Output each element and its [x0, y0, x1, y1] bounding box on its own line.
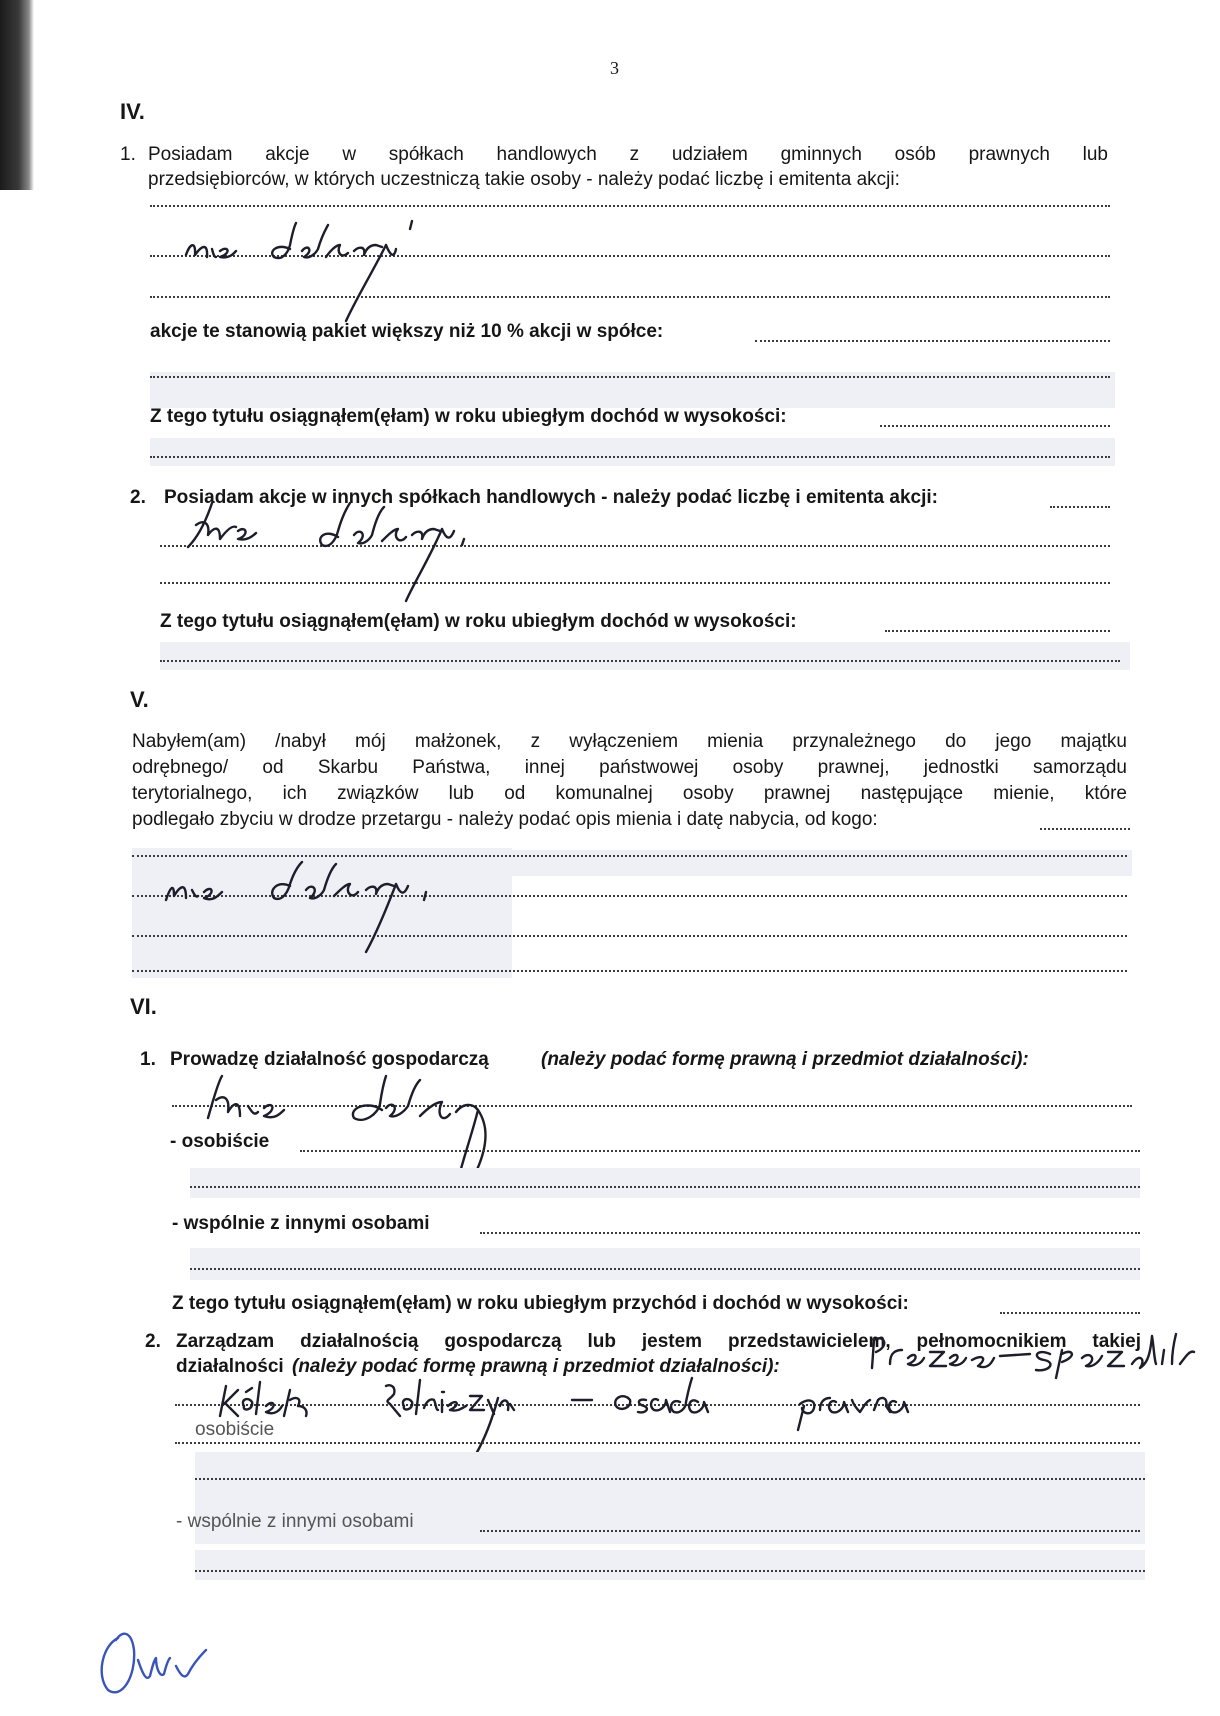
answer-line: [300, 1150, 1140, 1152]
section-v-line3: terytorialnego, ich związków lub od komunalnej osoby prawnej następujące mienie, które: [132, 783, 1127, 804]
answer-line: [1040, 828, 1130, 830]
section-vi-item2-line2-italic: (należy podać formę prawną i przedmiot działalności):: [292, 1356, 780, 1377]
section-vi-item1-income-label: Z tego tytułu osiągnąłem(ęłam) w roku ubiegłym przychód i dochód w wysokości:: [172, 1293, 909, 1314]
field-band: [512, 850, 1132, 876]
section-iv-item1-number: 1.: [120, 144, 136, 165]
handwriting-nie-dotyczy-3: [140, 850, 460, 955]
section-vi-item2-jointly: - wspólnie z innymi osobami: [176, 1511, 414, 1532]
answer-line: [175, 1442, 1140, 1444]
section-iv-item1-line1: Posiadam akcje w spółkach handlowych z udziałem gminnych osób prawnych lub: [148, 144, 1108, 165]
section-iv-item2-label: Posiadam akcje w innych spółkach handlowych - należy podać liczbę i emitenta akcji:: [164, 487, 938, 508]
section-vi-item2-number: 2.: [145, 1331, 161, 1352]
answer-line: [885, 630, 1110, 632]
section-v-line2: odrębnego/ od Skarbu Państwa, innej państwowej osoby prawnej, jednostki samorządu: [132, 757, 1127, 778]
section-vi-heading: VI.: [130, 994, 157, 1019]
answer-line: [755, 340, 1110, 342]
handwriting-nie-dotyczy-1: [150, 215, 440, 325]
answer-line: [190, 1186, 1140, 1188]
handwriting-nie-dotyczy-2: [160, 495, 510, 605]
section-vi-item1-jointly: - wspólnie z innymi osobami: [172, 1213, 430, 1234]
section-iv-item1-line2: przedsiębiorców, w których uczestniczą takie osoby - należy podać liczbę i emitenta akcji:: [148, 169, 900, 190]
signature-initials: [80, 1610, 240, 1700]
section-vi-item1-number: 1.: [140, 1049, 156, 1070]
section-iv-stake-label: akcje te stanowią pakiet większy niż 10 % akcji w spółce:: [150, 321, 664, 342]
answer-line: [1000, 1312, 1140, 1314]
field-band: [190, 1168, 1140, 1198]
answer-line: [480, 1530, 1140, 1532]
section-iv-item2-number: 2.: [130, 487, 146, 508]
page-number: 3: [610, 58, 619, 78]
answer-line: [480, 1232, 1140, 1234]
answer-line: [880, 425, 1110, 427]
answer-line: [1050, 506, 1110, 508]
answer-line: [132, 970, 1127, 972]
answer-line: [195, 1478, 1145, 1480]
field-band: [195, 1550, 1145, 1580]
field-band: [190, 1248, 1140, 1280]
section-vi-item1-label-italic: (należy podać formę prawną i przedmiot działalności):: [541, 1049, 1029, 1070]
section-vi-item2-line1: Zarządzam działalnością gospodarczą lub jestem przedstawicielem, pełnomocnikiem takiej: [176, 1331, 1141, 1352]
answer-line: [195, 1570, 1145, 1572]
section-vi-item1-label: Prowadzę działalność gospodarczą: [170, 1049, 489, 1070]
section-vi-item1-personally: - osobiście: [170, 1131, 270, 1152]
section-vi-item2-personally: osobiście: [195, 1419, 275, 1440]
section-iv-item2-income-label: Z tego tytułu osiągnąłem(ęłam) w roku ubiegłym dochód w wysokości:: [160, 611, 797, 632]
section-vi-item2-line2-prefix: działalności: [176, 1356, 284, 1377]
field-band: [150, 438, 1115, 466]
answer-line: [160, 660, 1120, 662]
section-iv-item1-income-label: Z tego tytułu osiągnąłem(ęłam) w roku ubiegłym dochód w wysokości:: [150, 406, 787, 427]
answer-line: [150, 376, 1110, 378]
section-v-line1: Nabyłem(am) /nabył mój małżonek, z wyłączeniem mienia przynależnego do jego majątku: [132, 731, 1127, 752]
answer-line: [190, 1268, 1140, 1270]
answer-line: [150, 456, 1110, 458]
section-v-heading: V.: [130, 687, 149, 712]
field-band: [160, 642, 1130, 670]
section-iv-heading: IV.: [120, 99, 145, 124]
section-v-line4: podlegało zbyciu w drodze przetargu - należy podać opis mienia i datę nabycia, od kogo:: [132, 809, 878, 830]
answer-line: [150, 205, 1110, 207]
binder-edge: [0, 0, 34, 190]
